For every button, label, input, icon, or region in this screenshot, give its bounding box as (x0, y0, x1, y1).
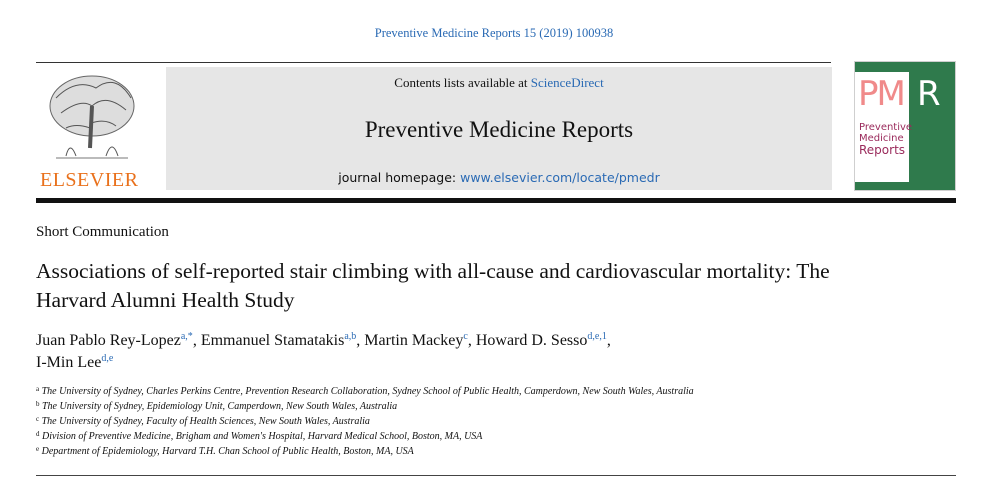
affiliation-key: e (36, 445, 40, 453)
author-affiliation-marker[interactable]: d,e,1 (587, 331, 607, 342)
affiliation-list (36, 384, 936, 459)
homepage-line (166, 170, 832, 185)
author-name[interactable]: I-Min Lee (36, 354, 102, 371)
cover-line-1: Preventive (859, 122, 913, 133)
article-type: Short Communication (36, 224, 169, 240)
affiliation-item (36, 444, 936, 459)
author-name[interactable]: Juan Pablo Rey-Lopez (36, 332, 181, 349)
cover-line-3: Reports (859, 143, 906, 157)
cover-footer-bar (855, 182, 955, 190)
author-affiliation-marker[interactable]: a,* (180, 331, 193, 342)
cover-journal-name (859, 122, 919, 157)
affiliation-key: d (36, 430, 40, 438)
author-affiliation-marker[interactable]: a,b (344, 331, 357, 342)
cover-pm-letters: PM (858, 74, 904, 114)
contents-prefix: Contents lists available at (394, 75, 531, 90)
author-name[interactable]: Martin Mackey (364, 332, 464, 349)
affiliation-item (36, 414, 936, 429)
header-bottom-rule (36, 198, 956, 203)
publisher-name[interactable]: ELSEVIER (40, 169, 139, 191)
cover-top-bar (855, 62, 955, 72)
affiliation-text: The University of Sydney, Charles Perkins Centre, Prevention Research Collaboration, Sydney School of Public Health, Camperdown, New South Wales, Australia (41, 386, 694, 397)
cover-r-letter: R (917, 74, 941, 114)
header-top-rule (36, 62, 831, 63)
journal-citation[interactable]: Preventive Medicine Reports 15 (2019) 100938 (374, 26, 614, 40)
contents-line (166, 75, 832, 91)
affiliation-item (36, 399, 936, 414)
affiliation-text: The University of Sydney, Epidemiology Unit, Camperdown, New South Wales, Australia (42, 401, 398, 412)
journal-cover-thumbnail[interactable] (854, 61, 956, 191)
journal-title: Preventive Medicine Reports (364, 117, 634, 142)
affiliation-key: b (36, 400, 40, 408)
article-title: Associations of self-reported stair climbing with all-cause and cardiovascular mortality: The Harvard Alumni Health Study (36, 259, 830, 312)
affiliation-key: a (36, 385, 40, 393)
homepage-prefix: journal homepage: (338, 170, 461, 185)
affiliation-text: Division of Preventive Medicine, Brigham and Women's Hospital, Harvard Medical School, Boston, MA, USA (42, 431, 483, 442)
author-separator: , (192, 332, 201, 349)
journal-header-panel (166, 67, 832, 190)
author-separator: , (467, 332, 476, 349)
affiliation-item (36, 429, 936, 444)
author-separator: , (356, 332, 365, 349)
author-list (36, 330, 896, 374)
author-affiliation-marker[interactable]: d,e (101, 353, 114, 364)
author-name[interactable]: Howard D. Sesso (475, 332, 588, 349)
cover-line-2: Medicine (859, 133, 904, 144)
author-separator: , (606, 332, 611, 349)
homepage-link[interactable]: www.elsevier.com/locate/pmedr (460, 170, 660, 185)
affiliation-item (36, 384, 936, 399)
sciencedirect-link[interactable]: ScienceDirect (530, 75, 604, 90)
section-divider (36, 475, 956, 476)
author-affiliation-marker[interactable]: c (463, 331, 468, 342)
author-name[interactable]: Emmanuel Stamatakis (200, 332, 345, 349)
affiliation-text: Department of Epidemiology, Harvard T.H. Chan School of Public Health, Boston, MA, USA (41, 446, 414, 457)
affiliation-key: c (36, 415, 40, 423)
affiliation-text: The University of Sydney, Faculty of Health Sciences, New South Wales, Australia (41, 416, 370, 427)
